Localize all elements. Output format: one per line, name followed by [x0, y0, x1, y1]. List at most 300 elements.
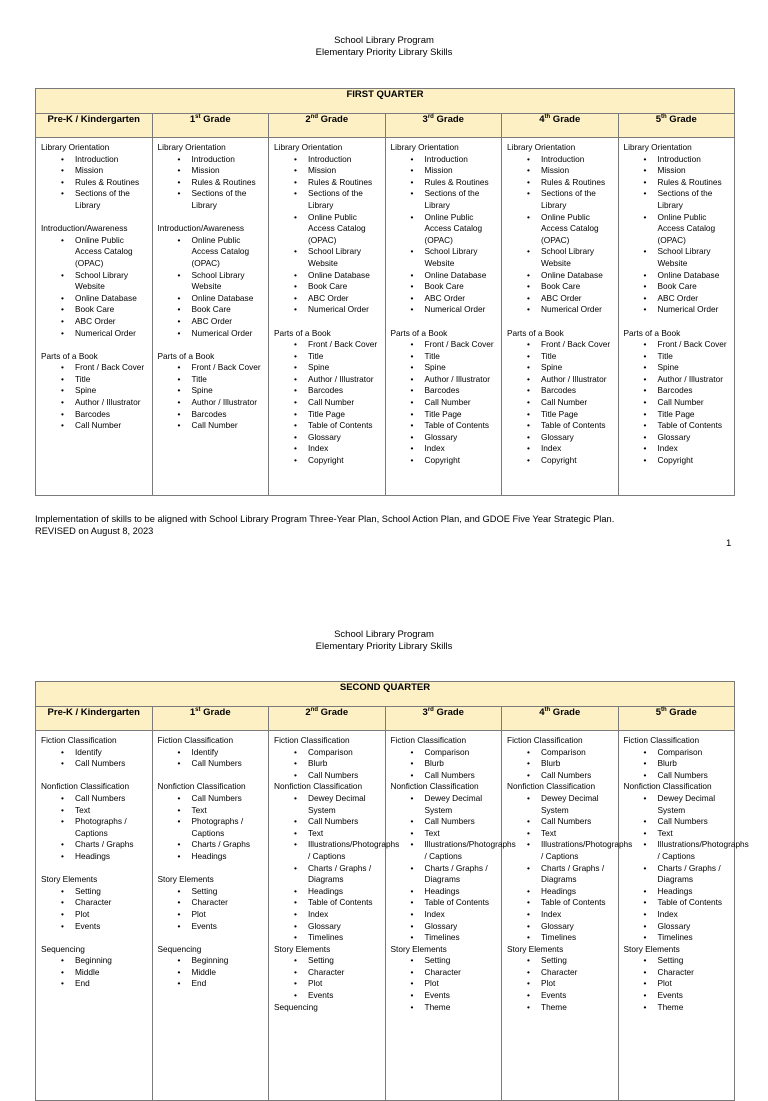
skill-list	[507, 339, 615, 467]
skill-item: • Call Number	[41, 420, 149, 432]
skill-item: • Title Page	[507, 409, 615, 421]
section-title: Fiction Classification	[157, 735, 234, 745]
skill-item: • Mission	[624, 165, 732, 177]
section-title: Story Elements	[274, 943, 331, 954]
skill-item: • Timelines	[274, 932, 382, 944]
skill-item: • School Library Website	[624, 246, 732, 269]
section-spacer	[41, 932, 149, 944]
skill-list	[41, 235, 149, 339]
skill-item: • Headings	[274, 886, 382, 898]
section-title: Sequencing	[157, 943, 202, 954]
section-title: Parts of a Book	[507, 327, 564, 338]
skill-item: • Theme	[624, 1002, 732, 1014]
skill-item: • Rules & Routines	[624, 177, 732, 189]
skill-item: • Headings	[507, 886, 615, 898]
skill-item: • Character	[507, 967, 615, 979]
grade-header-2: 2nd Grade	[269, 114, 386, 138]
skill-item: • Online Database	[624, 270, 732, 282]
skill-item: • Headings	[158, 851, 266, 863]
skill-item: • School Library Website	[507, 246, 615, 269]
skill-item: • Spine	[507, 362, 615, 374]
skill-item: • Call Numbers	[41, 758, 149, 770]
document-subtitle: Elementary Priority Library Skills	[315, 641, 453, 652]
skill-item: • Rules & Routines	[158, 177, 266, 189]
skill-item: • Copyright	[274, 455, 382, 467]
skill-item: • Headings	[391, 886, 499, 898]
skill-item: • Plot	[391, 978, 499, 990]
skill-item: • Spine	[624, 362, 732, 374]
skill-item: • Identify	[158, 747, 266, 759]
skill-list	[41, 886, 149, 932]
skill-item: • Photographs / Captions	[41, 816, 149, 839]
skill-item: • Text	[507, 828, 615, 840]
skill-item: • Sections of the Library	[158, 188, 266, 211]
skill-list	[507, 792, 633, 944]
skill-item: • Events	[624, 990, 732, 1002]
skill-item: • Call Numbers	[274, 770, 382, 782]
skill-item: • Events	[391, 990, 499, 1002]
skill-item: • Table of Contents	[274, 420, 382, 432]
skill-item: • Mission	[391, 165, 499, 177]
skill-list	[158, 747, 266, 770]
skill-item: • Book Care	[274, 281, 382, 293]
skill-item: • Barcodes	[624, 385, 732, 397]
skills-cell-prek	[36, 138, 153, 496]
skill-item: • Headings	[624, 886, 732, 898]
skill-item: • Identify	[41, 747, 149, 759]
skill-item: • Events	[507, 990, 615, 1002]
skill-item: • Numerical Order	[158, 328, 266, 340]
skill-item: • Mission	[41, 165, 149, 177]
skill-item: • Blurb	[507, 758, 615, 770]
skill-item: • Charts / Graphs	[41, 839, 149, 851]
skill-item: • Author / Illustrator	[41, 397, 149, 409]
skill-item: • Comparison	[274, 747, 382, 759]
skill-item: • Online Public Access Catalog (OPAC)	[624, 212, 732, 247]
skill-item: • Plot	[507, 978, 615, 990]
first-quarter-table	[35, 88, 735, 496]
skill-list	[624, 154, 732, 316]
skill-item: • Call Numbers	[624, 770, 732, 782]
skill-item: • Comparison	[507, 747, 615, 759]
quarter-title: FIRST QUARTER	[36, 89, 735, 114]
skill-list	[41, 793, 149, 863]
skill-item: • Theme	[507, 1002, 615, 1014]
grade-header-prek: Pre-K / Kindergarten	[36, 114, 153, 138]
skill-item: • Dewey Decimal System	[391, 793, 499, 816]
skill-item: • Sections of the Library	[391, 188, 499, 211]
section-spacer	[391, 316, 499, 328]
skill-item: • Introduction	[391, 154, 499, 166]
skill-item: • Spine	[274, 362, 382, 374]
skill-item: • Title	[507, 351, 615, 363]
section-title: Fiction Classification	[507, 735, 583, 745]
page1-footer	[35, 513, 614, 537]
skills-cell-grade-4	[502, 731, 633, 1101]
quarter-title: SECOND QUARTER	[36, 682, 735, 707]
skill-item: • Online Public Access Catalog (OPAC)	[158, 235, 266, 270]
skill-item: • Numerical Order	[507, 304, 615, 316]
grade-header-3: 3rd Grade	[385, 707, 502, 731]
skill-item: • Index	[391, 443, 499, 455]
skill-item: • Table of Contents	[274, 897, 382, 909]
skill-item: • Setting	[391, 955, 499, 967]
skill-item: • Illustrations/Photographs / Captions	[507, 839, 615, 862]
skill-list	[274, 154, 382, 316]
skill-item: • Blurb	[624, 758, 732, 770]
skill-item: • Book Care	[624, 281, 732, 293]
skill-item: • Mission	[507, 165, 615, 177]
skill-list	[41, 955, 149, 990]
skill-item: • Online Public Access Catalog (OPAC)	[274, 212, 382, 247]
program-title: School Library Program	[334, 629, 434, 640]
skill-item: • Setting	[158, 886, 266, 898]
skill-item: • Barcodes	[391, 385, 499, 397]
skill-item: • Table of Contents	[624, 420, 732, 432]
skill-item: • Comparison	[624, 747, 732, 759]
skill-list	[274, 339, 382, 467]
page2-header	[0, 629, 768, 653]
skills-cell-grade-3	[385, 731, 516, 1101]
skill-item: • Illustrations/Photographs / Captions	[274, 839, 382, 862]
skill-item: • Plot	[41, 909, 149, 921]
skill-item: • Middle	[158, 967, 266, 979]
section-title: Introduction/Awareness	[157, 223, 245, 234]
skill-item: • Book Care	[41, 304, 149, 316]
skill-item: • Author / Illustrator	[158, 397, 266, 409]
section-title: Library Orientation	[390, 142, 459, 152]
skill-item: • Call Numbers	[507, 816, 615, 828]
second-quarter-table	[35, 681, 749, 1101]
skill-item: • Index	[274, 909, 382, 921]
skill-item: • Front / Back Cover	[41, 362, 149, 374]
skill-item: • Title Page	[274, 409, 382, 421]
skill-item: • School Library Website	[41, 270, 149, 293]
skill-item: • School Library Website	[391, 246, 499, 269]
skill-list	[41, 154, 149, 212]
skill-item: • Introduction	[507, 154, 615, 166]
skill-item: • Numerical Order	[41, 328, 149, 340]
skill-list	[391, 154, 499, 316]
skill-item: • Title	[158, 374, 266, 386]
skill-item: • Index	[507, 909, 615, 921]
skill-item: • Table of Contents	[391, 897, 499, 909]
skill-list	[624, 792, 749, 944]
section-title: Story Elements	[390, 943, 447, 954]
skill-item: • Introduction	[274, 154, 382, 166]
skill-item: • Table of Contents	[391, 420, 499, 432]
skill-item: • Glossary	[391, 432, 499, 444]
skill-item: • Charts / Graphs / Diagrams	[391, 863, 499, 886]
section-title: Fiction Classification	[390, 735, 467, 745]
section-title: Sequencing	[274, 1001, 318, 1012]
section-title: Library Orientation	[157, 142, 226, 152]
section-title: Parts of a Book	[157, 350, 215, 361]
skill-item: • Call Numbers	[158, 758, 266, 770]
section-title: Nonfiction Classification	[41, 781, 130, 792]
section-title: Story Elements	[507, 943, 564, 954]
skill-item: • Online Public Access Catalog (OPAC)	[507, 212, 615, 247]
skill-list	[507, 747, 615, 782]
skill-item: • Timelines	[624, 932, 732, 944]
skill-item: • Copyright	[391, 455, 499, 467]
skills-cell-grade-1	[152, 138, 269, 496]
section-title: Story Elements	[157, 874, 214, 885]
skill-item: • Beginning	[41, 955, 149, 967]
section-title: Introduction/Awareness	[41, 223, 128, 234]
skill-item: • Rules & Routines	[391, 177, 499, 189]
skill-item: • Index	[507, 443, 615, 455]
skill-item: • Title	[391, 351, 499, 363]
skill-item: • Text	[274, 828, 382, 840]
skill-item: • Title Page	[624, 409, 732, 421]
skill-item: • Title	[274, 351, 382, 363]
skill-item: • Call Number	[391, 397, 499, 409]
section-spacer	[41, 339, 149, 351]
skill-item: • Index	[624, 443, 732, 455]
skill-item: • Author / Illustrator	[274, 374, 382, 386]
skill-list	[158, 235, 266, 339]
section-title: Library Orientation	[507, 142, 576, 152]
skill-item: • Table of Contents	[624, 897, 732, 909]
grade-header-3: 3rd Grade	[385, 114, 502, 138]
skill-item: • Glossary	[624, 432, 732, 444]
skill-item: • Table of Contents	[507, 897, 615, 909]
skill-list	[274, 955, 382, 1001]
grade-header-1: 1st Grade	[152, 114, 269, 138]
skill-item: • Index	[624, 909, 732, 921]
skill-item: • ABC Order	[158, 316, 266, 328]
skill-item: • Dewey Decimal System	[624, 793, 732, 816]
skill-list	[158, 154, 266, 212]
skills-cell-grade-1	[152, 731, 269, 1101]
skill-item: • School Library Website	[158, 270, 266, 293]
skill-item: • ABC Order	[41, 316, 149, 328]
section-title: Fiction Classification	[41, 735, 117, 745]
skill-item: • Call Numbers	[624, 816, 732, 828]
skills-cell-grade-2	[269, 731, 400, 1101]
skill-item: • Glossary	[274, 921, 382, 933]
skill-item: • Book Care	[507, 281, 615, 293]
skill-item: • Barcodes	[274, 385, 382, 397]
skill-item: • Mission	[274, 165, 382, 177]
skill-item: • Index	[391, 909, 499, 921]
section-title: Library Orientation	[41, 142, 110, 152]
skill-item: • Rules & Routines	[507, 177, 615, 189]
skill-item: • Sections of the Library	[41, 188, 149, 211]
skill-item: • Front / Back Cover	[158, 362, 266, 374]
grade-header-prek: Pre-K / Kindergarten	[36, 707, 153, 731]
section-spacer	[158, 932, 266, 944]
skill-list	[158, 955, 266, 990]
skill-item: • Online Public Access Catalog (OPAC)	[391, 212, 499, 247]
skill-list	[274, 747, 382, 782]
revised-date: REVISED on August 8, 2023	[35, 526, 154, 536]
skill-item: • Setting	[624, 955, 732, 967]
skill-item: • Setting	[507, 955, 615, 967]
skill-list	[391, 955, 499, 1013]
skill-item: • Charts / Graphs	[158, 839, 266, 851]
skill-item: • Online Database	[41, 293, 149, 305]
skill-item: • Dewey Decimal System	[507, 793, 615, 816]
skill-item: • Call Numbers	[507, 770, 615, 782]
skill-list	[41, 362, 149, 432]
skill-item: • Online Database	[274, 270, 382, 282]
skill-item: • Sections of the Library	[624, 188, 732, 211]
section-title: Nonfiction Classification	[623, 781, 712, 792]
skill-list	[158, 362, 266, 432]
skill-item: • Charts / Graphs / Diagrams	[507, 863, 615, 886]
skill-item: • ABC Order	[624, 293, 732, 305]
section-spacer	[158, 770, 266, 782]
skill-item: • School Library Website	[274, 246, 382, 269]
skill-item: • Glossary	[624, 921, 732, 933]
skill-item: • Rules & Routines	[274, 177, 382, 189]
grade-header-4: 4th Grade	[502, 114, 619, 138]
skill-item: • Plot	[274, 978, 382, 990]
skill-item: • ABC Order	[391, 293, 499, 305]
section-spacer	[41, 770, 149, 782]
skill-item: • Dewey Decimal System	[274, 793, 382, 816]
skill-item: • Title	[41, 374, 149, 386]
skill-list	[507, 955, 615, 1013]
skill-item: • Author / Illustrator	[391, 374, 499, 386]
section-title: Story Elements	[623, 943, 680, 954]
document-subtitle: Elementary Priority Library Skills	[315, 47, 453, 58]
skill-list	[274, 792, 400, 944]
grade-header-4: 4th Grade	[502, 707, 619, 731]
skill-item: • Sections of the Library	[274, 188, 382, 211]
section-title: Parts of a Book	[623, 327, 681, 338]
skill-item: • Events	[158, 921, 266, 933]
skill-item: • Barcodes	[41, 409, 149, 421]
section-title: Parts of a Book	[41, 350, 98, 361]
section-title: Nonfiction Classification	[507, 781, 596, 792]
skill-item: • Theme	[391, 1002, 499, 1014]
skill-item: • Character	[274, 967, 382, 979]
skill-item: • Online Database	[158, 293, 266, 305]
skill-item: • Glossary	[274, 432, 382, 444]
skill-list	[391, 792, 516, 944]
skills-cell-grade-2	[269, 138, 386, 496]
skill-item: • Plot	[158, 909, 266, 921]
section-title: Nonfiction Classification	[274, 781, 363, 792]
skills-cell-grade-5	[618, 731, 749, 1101]
skill-item: • Numerical Order	[274, 304, 382, 316]
skill-item: • Timelines	[391, 932, 499, 944]
skill-list	[41, 747, 149, 770]
skill-item: • Headings	[41, 851, 149, 863]
skill-list	[391, 747, 499, 782]
skill-item: • Illustrations/Photographs / Captions	[391, 839, 499, 862]
skill-list	[391, 339, 499, 467]
section-title: Story Elements	[41, 874, 98, 885]
section-spacer	[158, 339, 266, 351]
skills-cell-grade-4	[502, 138, 619, 496]
skill-item: • Author / Illustrator	[507, 374, 615, 386]
skill-item: • Online Public Access Catalog (OPAC)	[41, 235, 149, 270]
skill-item: • Comparison	[391, 747, 499, 759]
skill-item: • Photographs / Captions	[158, 816, 266, 839]
skill-item: • Call Numbers	[158, 793, 266, 805]
grade-header-1: 1st Grade	[152, 707, 269, 731]
section-spacer	[41, 863, 149, 875]
skill-item: • Introduction	[41, 154, 149, 166]
implementation-note: Implementation of skills to be aligned with School Library Program Three-Year Plan, School Action Plan, and GDOE Five Year Strategic Plan.	[35, 514, 615, 524]
skill-item: • Text	[158, 805, 266, 817]
skill-item: • Book Care	[391, 281, 499, 293]
section-title: Sequencing	[41, 943, 85, 954]
skill-item: • Blurb	[391, 758, 499, 770]
skill-item: • Middle	[41, 967, 149, 979]
skill-item: • Text	[41, 805, 149, 817]
skill-item: • Online Database	[391, 270, 499, 282]
skills-cell-grade-3	[385, 138, 502, 496]
skill-item: • Copyright	[507, 455, 615, 467]
skills-cell-grade-5	[618, 138, 735, 496]
section-title: Parts of a Book	[274, 327, 331, 338]
skill-item: • Spine	[41, 385, 149, 397]
skill-list	[624, 955, 732, 1013]
skill-item: • Title Page	[391, 409, 499, 421]
skill-item: • Call Numbers	[391, 816, 499, 828]
section-spacer	[158, 863, 266, 875]
grade-header-2: 2nd Grade	[269, 707, 386, 731]
skill-item: • Illustrations/Photographs / Captions	[624, 839, 732, 862]
skill-item: • Front / Back Cover	[274, 339, 382, 351]
grade-header-5: 5th Grade	[618, 114, 735, 138]
skill-item: • Events	[41, 921, 149, 933]
section-title: Nonfiction Classification	[390, 781, 479, 792]
page1-header	[0, 35, 768, 59]
skill-item: • Online Database	[507, 270, 615, 282]
skill-item: • ABC Order	[274, 293, 382, 305]
skill-item: • Charts / Graphs / Diagrams	[274, 863, 382, 886]
skill-item: • Character	[624, 967, 732, 979]
skill-item: • Author / Illustrator	[624, 374, 732, 386]
skill-item: • Character	[41, 897, 149, 909]
skill-item: • ABC Order	[507, 293, 615, 305]
skill-item: • Numerical Order	[624, 304, 732, 316]
skill-item: • Index	[274, 443, 382, 455]
skill-item: • Rules & Routines	[41, 177, 149, 189]
skill-item: • Call Numbers	[41, 793, 149, 805]
skill-item: • Events	[274, 990, 382, 1002]
section-title: Fiction Classification	[274, 735, 350, 745]
skill-list	[158, 793, 266, 863]
skill-item: • Character	[158, 897, 266, 909]
skill-item: • Barcodes	[158, 409, 266, 421]
skill-item: • Charts / Graphs / Diagrams	[624, 863, 732, 886]
section-spacer	[274, 316, 382, 328]
skill-item: • Spine	[391, 362, 499, 374]
skill-item: • Spine	[158, 385, 266, 397]
skill-item: • Call Numbers	[391, 770, 499, 782]
skill-item: • Table of Contents	[507, 420, 615, 432]
skill-item: • End	[41, 978, 149, 990]
skill-item: • Timelines	[507, 932, 615, 944]
section-spacer	[507, 316, 615, 328]
skill-item: • Beginning	[158, 955, 266, 967]
skills-cell-prek	[36, 731, 153, 1101]
skill-item: • End	[158, 978, 266, 990]
skill-item: • Glossary	[507, 921, 615, 933]
skill-item: • Front / Back Cover	[507, 339, 615, 351]
skill-item: • Text	[391, 828, 499, 840]
section-spacer	[624, 316, 732, 328]
page-number: 1	[726, 538, 732, 549]
section-title: Fiction Classification	[623, 735, 700, 745]
